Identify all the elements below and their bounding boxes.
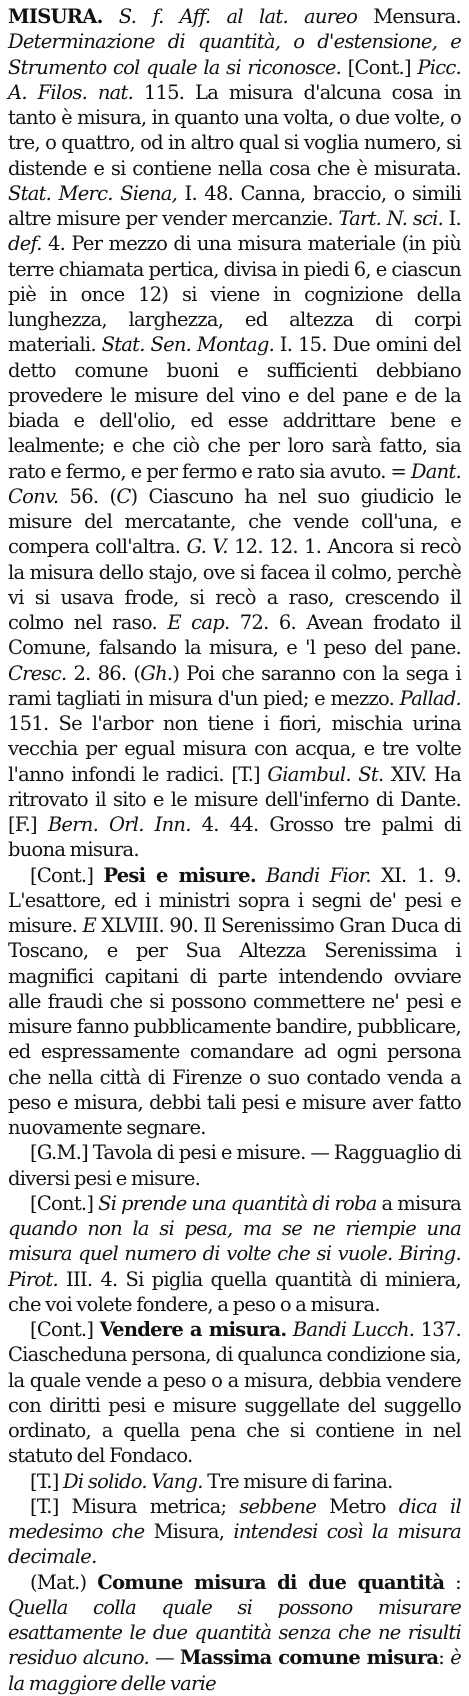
entry-text: I.	[443, 207, 461, 230]
entry-text: —	[148, 1646, 180, 1670]
italic-text: S. f. Aff. al lat. aureo	[102, 5, 374, 28]
entry-text: [Cont.]	[341, 55, 418, 79]
italic-text: Di solido. Vang.	[63, 1469, 203, 1493]
entry-text: :	[438, 1646, 451, 1670]
entry-text: a misura	[376, 1191, 461, 1215]
entry-text: [T.] Misura metrica;	[30, 1494, 240, 1518]
entry-text: XIV. Ha ritrovato il sito e le misure dell'inferno di Dante. [F.]	[8, 762, 461, 836]
italic-text: Stat. Merc. Siena,	[8, 181, 178, 205]
subentry-heading: Comune misura di due quantità	[97, 1570, 445, 1594]
subentry-heading: Massima comune misura	[179, 1646, 439, 1670]
entry-text: (Mat.)	[30, 1570, 98, 1594]
entry-text: Metro	[316, 1494, 399, 1518]
entry-paragraph	[8, 1570, 461, 1696]
entry-text: XLVIII. 90. Il Serenissimo Gran Duca di Toscano, e per Sua Altezza Serenissima i magnifici capitani di parte intendendo ovviare alle fraudi che si possono commettere ne' pesi e misure fanno pubblicamente bandire, pubblicare, ed espressamente comandare ad ogni persona che nella città di Firenze o suo contado venda a peso e misura, debbi tali pesi e misure aver fatto nuovamente segnare.	[8, 914, 462, 1139]
entry-paragraph	[8, 1494, 461, 1570]
entry-text: :	[444, 1570, 461, 1594]
italic-text: Stat. Sen. Montag.	[101, 333, 275, 357]
entry-text: 4. Per mezzo di una misura materiale (in più terre chiamata pertica, divisa in piedi 6, e ciascun piè in once 12) si viene in cognizione della lunghezza, larghezza, ed altezza di corpi materiali.	[8, 232, 461, 357]
entry-paragraph	[8, 1191, 461, 1317]
entry-paragraph	[8, 1469, 461, 1494]
entry-text: Mensura.	[373, 5, 461, 28]
entry-text: 72. 6. Avean frodato il Comune, falsando la misura, e 'l peso del pane.	[8, 611, 461, 660]
entry-text: 4. 44. Grosso tre palmi di buona misura.	[8, 813, 461, 862]
italic-text: Gh.	[140, 661, 173, 685]
entry-paragraph	[8, 1317, 461, 1469]
entry-text: ) Ciascuno ha nel suo giudicio le misure del mercatante, che vende coll'una, e compera coll'altra.	[8, 484, 461, 559]
italic-text: Bandi Lucch.	[292, 1318, 415, 1341]
entry-paragraph	[8, 1140, 461, 1191]
headword: MISURA.	[8, 5, 103, 28]
entry-text: 151. Se l'arbor non tiene i fiori, mischia urina vecchia per egual misura con acqua, e tre volte l'anno infondi le radici. [T.]	[8, 712, 461, 786]
italic-text: dica il medesimo che	[8, 1494, 461, 1543]
entry-text: ) Poi che saranno con la sega i rami tagliati in misura d'un pied; e mezzo.	[8, 661, 461, 710]
italic-text: C	[116, 484, 131, 508]
entry-text: III. 4. Si piglia quella quantità di miniera, che voi volete fondere, a peso o a misura.	[8, 1267, 461, 1316]
entry-text: I. 48. Canna, braccio, o simili altre misure per vender mercanzie.	[8, 181, 461, 230]
italic-text: intendesi così la misura decimale.	[8, 1520, 461, 1569]
italic-text: Determinazione di quantità, o d'estensione, e Strumento col quale la si riconosce.	[8, 30, 461, 79]
italic-text: è la maggiore delle varie	[8, 1646, 461, 1695]
italic-text: Bern. Orl. Inn.	[47, 813, 191, 836]
italic-text: sebbene	[239, 1494, 317, 1518]
italic-text: def.	[8, 232, 42, 256]
entry-text: Misura,	[144, 1520, 234, 1543]
entry-text: [Cont.]	[30, 1191, 99, 1215]
entry-text: 2. 86. (	[66, 661, 141, 685]
entry-text: XI. 1. 9. L'esattore, ed i ministri sopra i segni de' pesi e misure.	[8, 863, 461, 937]
italic-text: Quella colla quale si possono misurare esattamente le due quantità senza che ne risulti residuo alcuno.	[8, 1595, 461, 1670]
entry-text: 115. La misura d'alcuna cosa in tanto è misura, in quanto una volta, o due volte, o tre, o quattro, od in altro qual si voglia numero, si distende e si contiene nella cosa che è misurata.	[8, 80, 461, 180]
entry-text: 56. (	[58, 484, 117, 508]
entry-text: Tre misure di farina.	[202, 1469, 393, 1493]
italic-text: Cresc.	[8, 661, 67, 685]
italic-text: Dant. Conv.	[8, 459, 461, 508]
entry-text: I. 15. Due omini del detto comune buoni e sufficienti debbiano provedere le misure del vino e del pane e de la biada e dell'olio, ed esse addrittare bene e lealmente; e che ciò che per loro sarà fatto, sia rato e fermo, e per fermo e rato sia avuto. =	[8, 333, 461, 483]
entry-text: 137. Ciascheduna persona, di qualunca condizione sia, la quale vende a peso o a misura, debbia vendere con diritti pesi e misure suggellate del suggello ordinato, a quella pena che si contiene in nel statuto del Fondaco.	[8, 1318, 461, 1468]
entry-text: [G.M.] Tavola di pesi e misure. — Ragguaglio di diversi pesi e misure.	[8, 1141, 461, 1190]
italic-text: Pallad.	[399, 686, 461, 710]
subentry-heading: Vendere a misura.	[99, 1318, 287, 1341]
entry-text: 12. 12. 1. Ancora si recò la misura dello stajo, ove si facea il colmo, perchè vi si usava frode, si recò a raso, crescendo il colmo nel raso.	[8, 535, 462, 634]
italic-text: E	[82, 914, 96, 937]
entry-paragraph	[8, 4, 461, 863]
entry-text: [Cont.]	[30, 1318, 100, 1341]
italic-text: Si prende una quantità di roba	[98, 1191, 377, 1215]
entry-text: [T.]	[30, 1469, 64, 1493]
italic-text: Bandi Fior.	[266, 863, 371, 887]
entry-text	[256, 864, 266, 887]
subentry-heading: Pesi e misure.	[103, 863, 256, 887]
entry-text: [Cont.]	[30, 863, 104, 887]
italic-text: Giambul. St.	[267, 762, 384, 786]
entry-paragraph	[8, 863, 461, 1141]
italic-text: Picc. A. Filos. nat.	[8, 55, 461, 104]
italic-text: quando non la si pesa, ma se ne riempie una misura quel numero di volte che si vuole. Biring. Pirot.	[8, 1217, 461, 1291]
italic-text: Tart. N. sci.	[338, 207, 444, 230]
italic-text: E cap.	[167, 611, 230, 634]
italic-text: G. V.	[186, 535, 228, 559]
dictionary-entry-misura	[8, 4, 461, 1696]
